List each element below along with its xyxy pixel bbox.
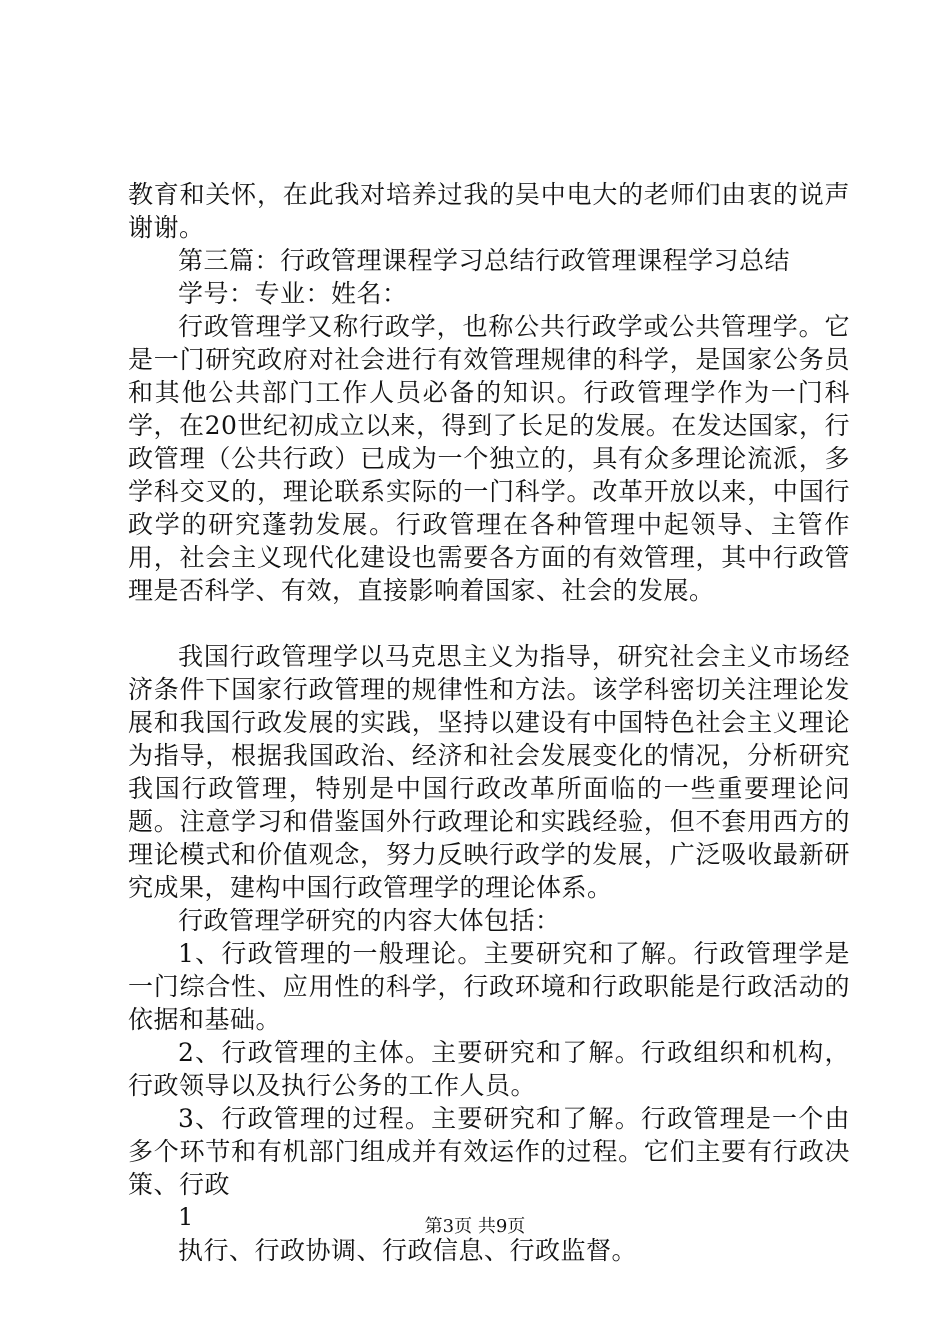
paragraph-continuation: 执行、行政协调、行政信息、行政监督。 [178, 1236, 638, 1265]
section-heading: 第三篇：行政管理课程学习总结行政管理课程学习总结 [178, 246, 791, 275]
list-item-process: 3、行政管理的过程。主要研究和了解。行政管理是一个由多个环节和有机部门组成并有效运作的过程。它们主要有行政决策、行政 [128, 1104, 850, 1199]
document-body [128, 178, 850, 1267]
student-info-line: 学号：专业：姓名： [178, 279, 408, 308]
inline-page-number: 1 [178, 1203, 194, 1231]
list-item-subject: 2、行政管理的主体。主要研究和了解。行政组织和机构，行政领导以及执行公务的工作人员。 [128, 1038, 850, 1100]
paragraph-definition: 行政管理学又称行政学，也称公共行政学或公共管理学。它是一门研究政府对社会进行有效管理规律的科学，是国家公务员和其他公共部门工作人员必备的知识。行政管理学作为一门科学，在20世纪初成立以来，得到了长足的发展。在发达国家，行政管理（公共行政）已成为一个独立的，具有众多理论流派，多学科交叉的，理论联系实际的一门科学。改革开放以来，中国行政学的研究蓬勃发展。行政管理在各种管理中起领导、主管作用，社会主义现代化建设也需要各方面的有效管理，其中行政管理是否科学、有效，直接影响着国家、社会的发展。 [128, 312, 850, 605]
paragraph-content-intro: 行政管理学研究的内容大体包括： [178, 906, 561, 935]
paragraph-closing-thanks: 教育和关怀，在此我对培养过我的吴中电大的老师们由衷的说声谢谢。 [128, 180, 850, 242]
page-footer: 第3页 共9页 [424, 1216, 526, 1237]
paragraph-guiding-theory: 我国行政管理学以马克思主义为指导，研究社会主义市场经济条件下国家行政管理的规律性和方法。该学科密切关注理论发展和我国行政发展的实践，坚持以建设有中国特色社会主义理论为指导，根据我国政治、经济和社会发展变化的情况，分析研究我国行政管理，特别是中国行政改革所面临的一些重要理论问题。注意学习和借鉴国外行政理论和实践经验，但不套用西方的理论模式和价值观念，努力反映行政学的发展，广泛吸收最新研究成果，建构中国行政管理学的理论体系。 [128, 642, 850, 902]
list-item-general-theory: 1、行政管理的一般理论。主要研究和了解。行政管理学是一门综合性、应用性的科学，行政环境和行政职能是行政活动的依据和基础。 [128, 939, 850, 1034]
